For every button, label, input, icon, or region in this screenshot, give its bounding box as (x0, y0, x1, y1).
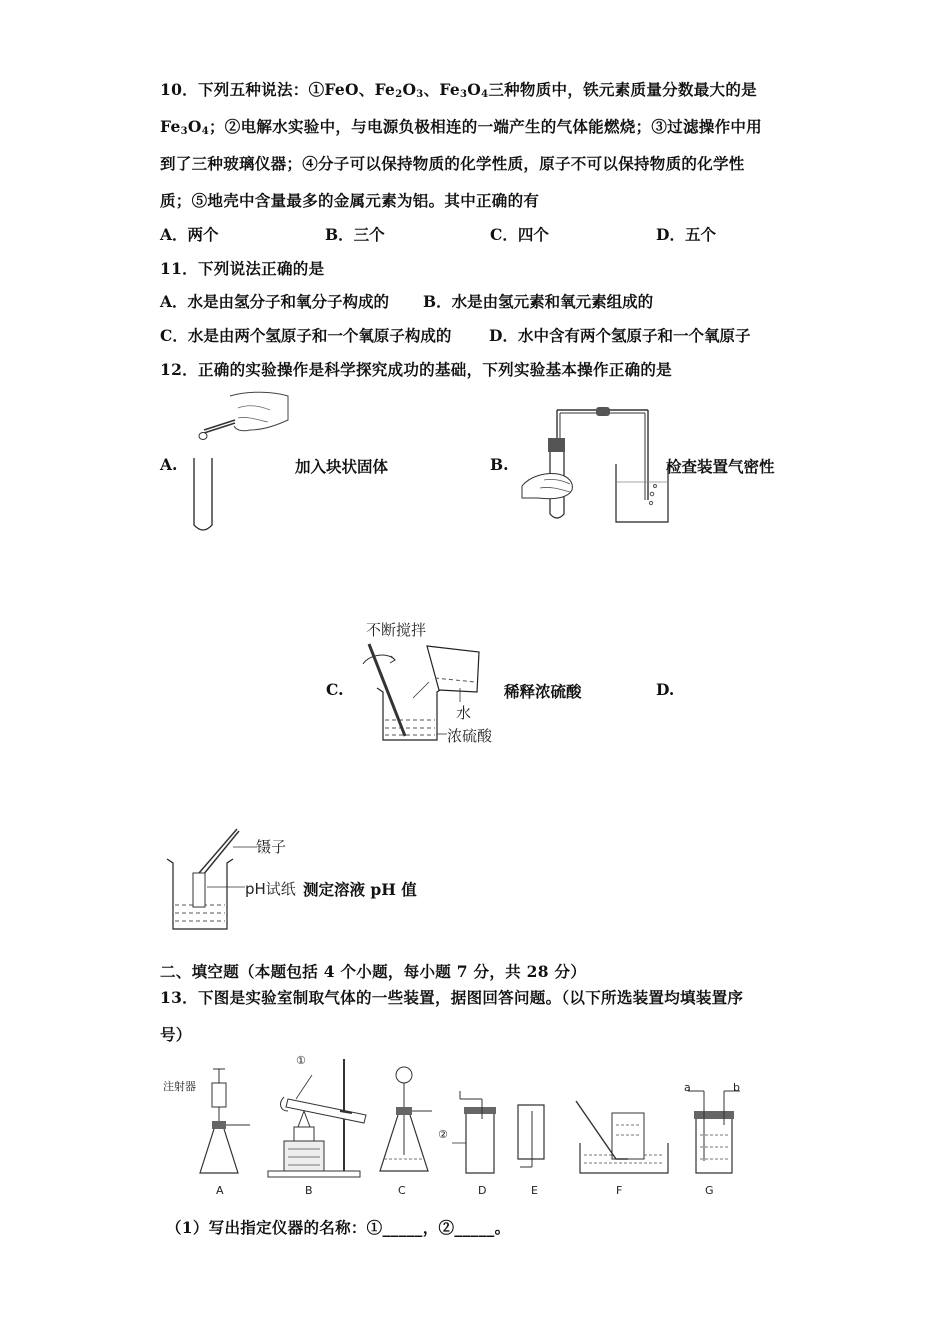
q13-stem-line1: 13．下图是实验室制取气体的一些装置，据图回答问题。（以下所选装置均填装置序 (160, 988, 744, 1007)
apparatus-a (200, 1069, 250, 1173)
q10-line2: $Fe_3O_4$；②电解水实验中，与电源负极相连的一端产生的气体能燃烧；③过滤操作中用 (160, 117, 762, 137)
q11-option-b: B．水是由氢元素和氧元素组成的 (423, 292, 654, 311)
apparatus-e (518, 1105, 544, 1167)
q13-mark-1: ① (296, 1054, 306, 1067)
q12-c-label-acid: 浓硫酸 (447, 727, 493, 745)
q12-d-letter: D. (656, 680, 675, 699)
q13-mark-2: ② (438, 1128, 448, 1141)
apparatus-letter-a: A (216, 1184, 224, 1197)
q11-option-c: C．水是由两个氢原子和一个氧原子构成的 (160, 326, 452, 345)
apparatus-letter-e: E (531, 1184, 538, 1197)
q10-option-a: A．两个 (160, 225, 219, 244)
q12-d-label-tweezers: 镊子 (256, 838, 287, 856)
apparatus-g (688, 1091, 740, 1173)
q11-stem: 11．下列说法正确的是 (160, 259, 325, 278)
q12-b-figure (518, 402, 668, 532)
apparatus-letter-b: B (305, 1184, 313, 1197)
q13-stem-line2: 号） (160, 1025, 192, 1044)
q10-line1: 10．下列五种说法：①FeO、$Fe_2O_3$、$Fe_3O_4$三种物质中，铁元素质量分数最大的是 (160, 80, 757, 100)
q10-line3: 到了三种玻璃仪器；④分子可以保持物质的化学性质，原子不可以保持物质的化学性 (160, 154, 745, 173)
q12-a-figure (190, 390, 300, 535)
q11-option-d: D．水中含有两个氢原子和一个氧原子 (489, 326, 751, 345)
apparatus-d (452, 1091, 496, 1173)
apparatus-letter-d: D (478, 1184, 487, 1197)
q10-line4: 质；⑤地壳中含量最多的金属元素为铝。其中正确的有 (160, 191, 540, 210)
section2-title: 二、填空题（本题包括 4 个小题，每小题 7 分，共 28 分） (160, 962, 587, 981)
q11-option-a: A．水是由氢分子和氧分子构成的 (160, 292, 390, 311)
q12-d-caption: 测定溶液 pH 值 (303, 880, 417, 899)
q10-option-b: B．三个 (325, 225, 385, 244)
q12-c-letter: C. (326, 680, 344, 699)
q12-c-label-water: 水 (456, 704, 472, 722)
q12-d-label-paper: pH试纸 (245, 880, 296, 898)
q12-c-caption: 稀释浓硫酸 (504, 682, 582, 701)
q12-b-letter: B. (490, 455, 509, 474)
q12-stem: 12．正确的实验操作是科学探究成功的基础，下列实验基本操作正确的是 (160, 360, 672, 379)
q12-a-letter: A. (160, 455, 178, 474)
apparatus-letter-f: F (616, 1184, 623, 1197)
apparatus-c (380, 1067, 432, 1171)
apparatus-letter-g: G (705, 1184, 714, 1197)
q13-subquestion-1: （1）写出指定仪器的名称：①_____，②_____。 (166, 1218, 511, 1237)
q13-syringe-label: 注射器 (163, 1080, 196, 1093)
apparatus-letter-c: C (398, 1184, 406, 1197)
apparatus-b (268, 1059, 366, 1177)
q13-label-b: b (733, 1081, 740, 1094)
q10-option-d: D．五个 (656, 225, 716, 244)
q12-a-caption: 加入块状固体 (295, 457, 389, 476)
q13-apparatus-figure (160, 1055, 760, 1185)
q12-b-caption: 检查装置气密性 (666, 457, 775, 476)
q12-c-label-stir: 不断搅拌 (366, 621, 427, 639)
q13-label-a: a (684, 1081, 691, 1094)
apparatus-f (576, 1101, 668, 1173)
q10-option-c: C．四个 (490, 225, 549, 244)
